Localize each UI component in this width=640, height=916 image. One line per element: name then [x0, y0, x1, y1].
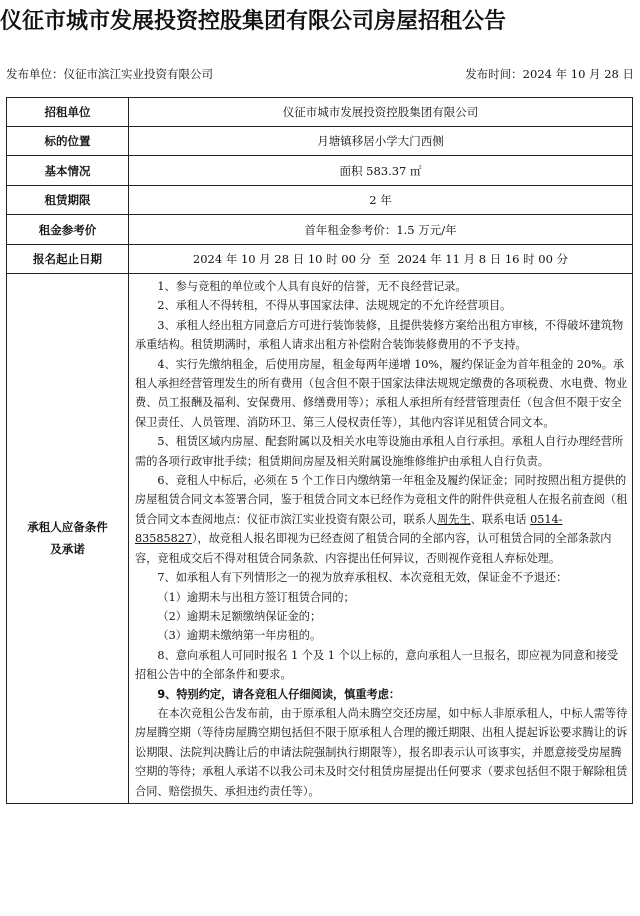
contact-person: 周先生: [437, 512, 471, 526]
term-7-item-1: （1）逾期未与出租方签订租赁合同的；: [157, 590, 355, 604]
term-5: 5、租赁区域内房屋、配套附属以及相关水电等设施由承租人自行承担。承租人自行办理经营所需的各项行政审批手续；租赁期间房屋及相关附属设施维修维护由承租人自行负责。: [135, 435, 624, 468]
term-6-part-a: 6、竞租人中标后，必须在 5 个工作日内缴纳第一年租金及履约保证金；同时按照出租方提供的房屋租赁合同文本签署合同，鉴于租赁合同文本已经作为竞租文件的附件供竞租人在报名前查阅（租赁合同文本查阅地点：仪征市滨江实业投资有限公司，联系人: [135, 474, 628, 526]
row-value: 2 年: [129, 186, 633, 215]
terms-content: [129, 274, 633, 804]
row-value: 首年租金参考价：1.5 万元/年: [129, 215, 633, 245]
terms-label-line-1: 承租人应备条件: [27, 520, 108, 535]
term-7: 7、如承租人有下列情形之一的视为放弃承租权、本次竞租无效，保证金不予退还：: [157, 571, 568, 585]
table-row: [7, 186, 633, 215]
row-label: 基本情况: [7, 156, 129, 186]
table-row-terms: [7, 274, 633, 804]
table-row: [7, 156, 633, 186]
publisher: 发布单位：仪征市滨江实业投资有限公司: [6, 67, 213, 81]
term-3: 3、承租人经出租方同意后方可进行装饰装修，且提供装修方案给出租方审核，不得破坏建筑物承重结构。租赁期满时，承租人请求出租方补偿附合装饰装修费用的不予支持。: [135, 318, 624, 352]
row-label: 招租单位: [7, 98, 129, 127]
row-value: 月塘镇移居小学大门西侧: [129, 127, 633, 156]
term-9-heading: 9、特别约定，请各竞租人仔细阅读，慎重考虑：: [157, 687, 401, 701]
term-2: 2、承租人不得转租，不得从事国家法律、法规规定的不允许经营项目。: [157, 299, 512, 313]
terms-label: [7, 274, 129, 804]
publish-time: 发布时间：2024 年 10 月 28 日: [465, 67, 634, 81]
row-value: 2024 年 10 月 28 日 10 时 00 分 至 2024 年 11 月 8 日 16 时 00 分: [129, 245, 633, 274]
term-6-part-b: 、联系电话: [470, 512, 531, 526]
row-label: 租赁期限: [7, 186, 129, 215]
term-7-item-2: （2）逾期未足额缴纳保证金的；: [157, 609, 322, 623]
notice-table: [6, 97, 633, 804]
terms-label-line-2: 及承诺: [50, 542, 85, 557]
row-label: 报名起止日期: [7, 245, 129, 274]
table-row: [7, 245, 633, 274]
term-8: 8、意向承租人可同时报名 1 个及 1 个以上标的，意向承租人一旦报名，即应视为同意和接受招租公告中的全部条件和要求。: [135, 648, 619, 682]
contact-phone: 0514-83585827: [135, 512, 563, 546]
term-4: 4、实行先缴纳租金，后使用房屋，租金每两年递增 10%，履约保证金为首年租金的 20%。承租人承担经营管理发生的所有费用（包含但不限于国家法律法规规定缴费的各项税费、水电费、物业费、员工报酬及福利、安保费用、修缮费用等）；承租人承担所有经营管理责任（包含但不限于安全保卫责任、人员管理、消防环卫、第三人侵权责任等），其他内容详见租赁合同文本。: [135, 357, 628, 429]
row-label: 租金参考价: [7, 215, 129, 245]
page-title: 仪征市城市发展投资控股集团有限公司房屋招租公告: [0, 9, 507, 34]
row-label: 标的位置: [7, 127, 129, 156]
table-row: [7, 127, 633, 156]
row-value: 面积 583.37 ㎡: [129, 156, 633, 186]
term-6: [135, 471, 628, 568]
term-9-body: 在本次竞租公告发布前，由于原承租人尚未腾空交还房屋，如中标人非原承租人，中标人需等待房屋腾空期（等待房屋腾空期包括但不限于原承租人合理的搬迁期限、出租人提起诉讼要求腾让的诉讼期限、法院判决腾让后的申请法院强制执行期限等），报名即表示认可该事实，并愿意接受房屋腾空期的等待；承租人承诺不以我公司未及时交付租赁房屋提出任何要求（要求包括但不限于解除租赁合同、赔偿损失、承担违约责任等）。: [135, 706, 628, 798]
table-row: [7, 98, 633, 127]
term-7-item-3: （3）逾期未缴纳第一年房租的。: [157, 629, 322, 643]
term-1: 1、参与竞租的单位或个人具有良好的信誉，无不良经营记录。: [157, 280, 467, 293]
term-6-part-c: ），故竞租人报名即视为已经查阅了租赁合同的全部内容，认可租赁合同的全部条款内容，竞租成交后不得对租赁合同条款、内容提出任何异议，否则视作竞租人弃标处理。: [135, 532, 612, 565]
table-row: [7, 215, 633, 245]
row-value: 仪征市城市发展投资控股集团有限公司: [129, 98, 633, 127]
